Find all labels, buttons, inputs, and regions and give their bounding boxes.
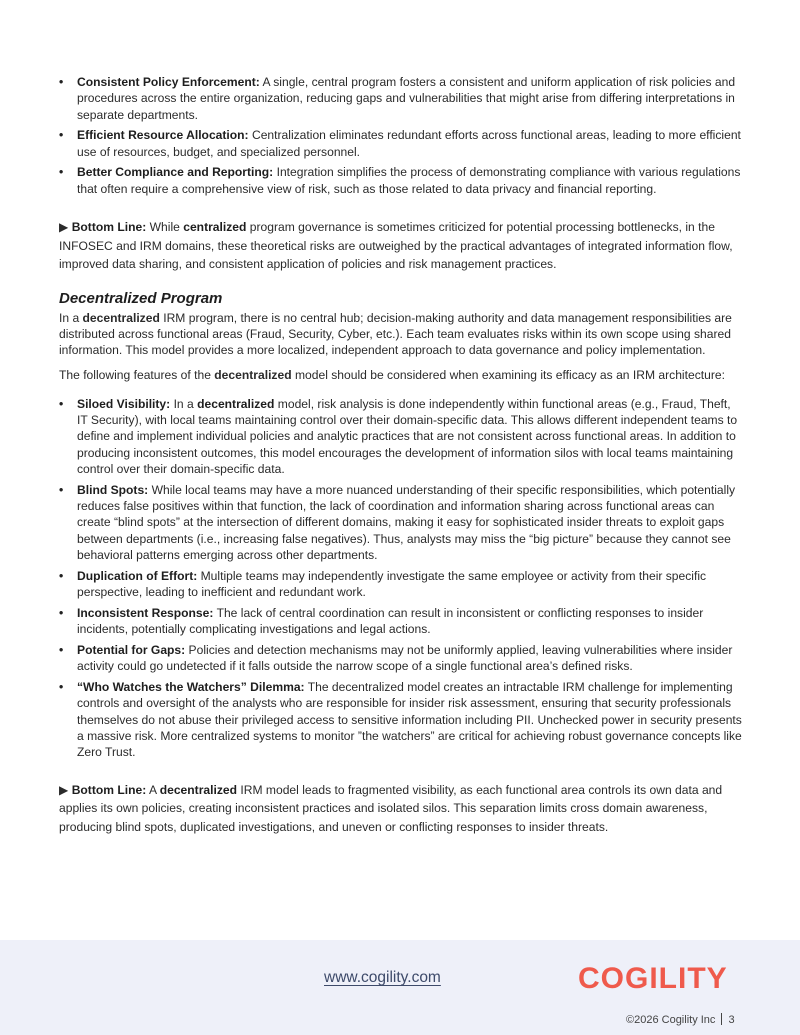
emphasis: decentralized [197, 396, 275, 411]
bottom-line-centralized [59, 218, 743, 274]
bullet-title: Consistent Policy Enforcement: [77, 75, 260, 89]
list-item [59, 74, 743, 123]
copyright-line [626, 1013, 735, 1026]
paragraph-text: In a [59, 310, 83, 325]
list-item [59, 164, 743, 197]
bullet-title: Duplication of Effort: [77, 568, 198, 583]
bullet-title: Better Compliance and Reporting: [77, 165, 274, 180]
bottom-line-label: Bottom Line: [71, 782, 147, 797]
copyright-text: ©2026 Cogility Inc [626, 1014, 716, 1026]
section-heading: Decentralized Program [59, 289, 223, 307]
list-item [59, 605, 743, 638]
emphasis: decentralized [159, 782, 238, 797]
list-item [59, 642, 743, 675]
bullet-title: Blind Spots: [77, 482, 149, 497]
bullet-text: Integration simplifies the process of demonstrating compliance with various regulations that often require a comprehensive view of risk, such as those related to data privacy and financial reporting. [77, 165, 741, 196]
website-link[interactable]: www.cogility.com [324, 969, 441, 986]
features-intro-paragraph [59, 367, 743, 383]
document-body [59, 74, 743, 836]
paragraph-text: The following features of the [59, 368, 215, 383]
page-footer [0, 940, 800, 1035]
bullet-text: model, risk analysis is done independently within functional areas (e.g., Fraud, Theft, IT Security), with local teams maintaining control over their domain-specific data. This allows different independent teams to define and implement individual policies and analytic practices that are not consistent across functional areas. In addition to producing inconsistent outcomes, this model encourages the development of information silos with local teams maintaining control over their domain-specific data. [77, 396, 738, 476]
bottom-line-label: Bottom Line: [71, 220, 147, 235]
intro-paragraph [59, 310, 743, 359]
bullet-text: The decentralized model creates an intractable IRM challenge for implementing controls and oversight of the analysts who are responsible for insider risk assessment, ensuring that security professionals themselves do not abuse their privileged access to sensitive information including PII. Unchecked power in security presents a massive risk. More centralized systems to monitor ”the watchers” are critical for achieving robust governance concepts like Zero Trust. [77, 680, 742, 760]
emphasis: decentralized [214, 368, 292, 383]
bullet-text: Policies and detection mechanisms may not be uniformly applied, leaving vulnerabilities where insider activity could go undetected if it falls outside the narrow scope of a single functional area’s defined risks. [77, 642, 733, 674]
centralized-benefits-list [59, 74, 743, 197]
bullet-text: While local teams may have a more nuanced understanding of their specific responsibilities, which potentially reduces false positives within that function, the lack of coordination and information sharing across functional areas can create “blind spots” at the intersection of different domains, making it easy for sophisticated insider threats to exploit gaps between departments (i.e., increasing false negatives). Thus, analysts may miss the “big picture” because they cannot see behavioral patterns emerging across other departments. [77, 482, 736, 562]
list-item [59, 482, 743, 563]
bullet-text: Multiple teams may independently investigate the same employee or activity from their specific perspective, leading to inefficient and redundant work. [77, 568, 707, 600]
bullet-title: Efficient Resource Allocation: [77, 128, 249, 143]
bottom-line-text: A [146, 782, 160, 797]
arrow-icon: ▶ [59, 782, 69, 797]
bottom-line-text: While [146, 220, 184, 235]
paragraph-text: model should be considered when examining its efficacy as an IRM architecture: [291, 368, 725, 383]
list-item [59, 127, 743, 160]
bullet-text: In a [170, 396, 198, 411]
bullet-text: A single, central program fosters a consistent and uniform application of risk policies and procedures across the entire organization, reducing gaps and vulnerabilities that might arise from differing interpretations in separate departments. [77, 75, 736, 122]
list-item [59, 396, 743, 477]
bullet-text: Centralization eliminates redundant efforts across functional areas, leading to more efficient use of resources, budget, and specialized personnel. [77, 128, 741, 159]
list-item [59, 568, 743, 601]
paragraph-text: IRM program, there is no central hub; decision-making authority and data management responsibilities are distributed across functional areas (Fraud, Security, Cyber, etc.). Each team evaluates risks within its own scope using shared information. This model provides a more localized, independent approach to data governance and policy implementation. [59, 310, 732, 358]
bottom-line-decentralized [59, 781, 743, 837]
list-item [59, 679, 743, 760]
page-number: 3 [728, 1014, 735, 1026]
bullet-title: Siloed Visibility: [77, 396, 171, 411]
bullet-title: Potential for Gaps: [77, 642, 186, 657]
bullet-title: “Who Watches the Watchers” Dilemma: [77, 680, 305, 695]
decentralized-features-list [59, 396, 743, 761]
emphasis: decentralized [82, 310, 160, 325]
emphasis: centralized [183, 220, 247, 235]
bottom-line-text: IRM model leads to fragmented visibility, as each functional area controls its own data and applies its own policies, creating inconsistent practices and isolated silos. This separation limits cross domain awareness, producing blind spots, duplicated investigations, and uneven or conflicting responses to insider threats. [59, 782, 723, 834]
bottom-line-text: program governance is sometimes criticized for potential processing bottlenecks, in the INFOSEC and IRM domains, these theoretical risks are outweighed by the practical advantages of integrated information flow, improved data sharing, and consistent application of policies and risk management practices. [59, 220, 733, 272]
bullet-text: The lack of central coordination can result in inconsistent or conflicting responses to insider incidents, potentially complicating investigations and legal actions. [77, 605, 704, 637]
arrow-icon: ▶ [59, 220, 69, 235]
divider [721, 1013, 722, 1025]
bullet-title: Inconsistent Response: [77, 605, 214, 620]
cogility-logo: COGILITY [578, 962, 728, 995]
